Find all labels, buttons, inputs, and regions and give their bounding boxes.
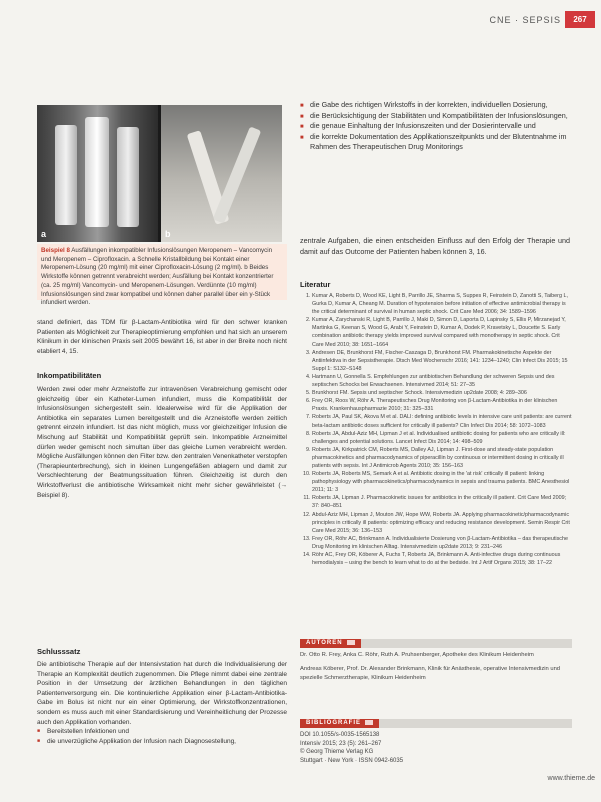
summary-paragraph: zentrale Aufgaben, die einen entscheiden Einfluss auf den Erfolg der Therapie und damit auf das Outcome der Patienten haben können 3, 16. — [300, 236, 570, 256]
reference-item: 13. Frey OR, Röhr AC, Brinkmann A. Individualisierte Dosierung von β-Lactam-Antibiotika – das therapeutische Drug Monitoring im klinischen Alltag. Intensivmedizin up2date 2013; 9: 231–246 — [312, 535, 572, 551]
photo-b — [161, 105, 282, 242]
heading-literatur: Literatur — [300, 280, 331, 289]
bibliografie-header-bar — [300, 719, 572, 728]
bibliografie-text — [300, 731, 572, 765]
reference-item: 2. Kumar A, Zarychanski R, Light B, Parrillo J, Maki D, Simon D, Laporta D, Lapinsky S, Ellis P, Mirzanejad Y, Martinka G, Keenan S, Wood G, Arabi Y, Feinstein D, Kumar A, Dodek P, Kravetsky L, Doucette S. Early combination antibiotic therapy yields improved survival compared with monotherapy in septic shock. Crit Care Med 2010; 38: 1651–1664 — [312, 316, 572, 348]
autoren-header-bar — [300, 639, 572, 648]
photo-label-a: a — [41, 229, 47, 239]
bib-line: Intensiv 2015; 23 (5): 261–267 — [300, 740, 382, 747]
list-item: ■ die korrekte Dokumentation des Applikationszeitpunkts und der Blutentnahme im Rahmen des Therapeutischen Drug Monitorings — [310, 132, 570, 153]
syringe — [213, 126, 262, 223]
caption-text: Ausfällungen inkompatibler Infusionslösungen Meropenem – Vancomycin und Meropenem – Ciprofloxacin. a Schnelle Kristallbildung bei Kontakt einer Meropenem-Lösung (20 mg/ml) mit einer Ciprofloxacin-Lösung (2 mg/ml). b Beides Wirkstoffe können getrennt verabreicht werden; Ausfällung bei Kontakt konzentrierter (ca. 25 mg/ml) Vancomycin- und Meropenem-Lösungen. Verdünnte (10 mg/ml) Infusionslösungen sind zwar kompatibel und können daher parallel über ein y-Stück infundiert werden. — [41, 247, 274, 307]
footer-url: www.thieme.de — [547, 775, 595, 782]
paragraph-tdm: stand definiert, das TDM für β-Lactam-Antibiotika wird für den schwer kranken Patienten als Möglichkeit zur Therapieoptimierung empfohlen und hat sich an unserem Klinikum in der klinischen Praxis seit 2005 bewährt 16, ist aber in der Breite noch nicht etabliert 4, 15. — [37, 319, 287, 355]
photo-label-b: b — [165, 229, 171, 239]
schluss-text: Die antibiotische Therapie auf der Intensivstation hat durch die Individualisierung der Therapie an Komplexität deutlich zugenommen. Die Pflege nimmt dabei eine zentrale Position in der Umsetzung der ärztlichen Behandlungen in den täglichen Patientenversorgung ein. Die kontinuierliche Applikation einer β-Lactam-Antibiotika-Gabe im Bolus ist nicht nur ein einer Optimierung, der Wirkstoffkonzentrationen, sondern es muss auch mit einer Standardisierung und Vereinheitlichung der Prozesse auch den Applikation vorhanden. — [37, 661, 287, 726]
figure-caption — [37, 244, 287, 307]
list-item: ■ Bereitstellen Infektionen und — [47, 727, 287, 737]
autoren-p1: Dr. Otto R. Frey, Anka C. Röhr, Ruth A. Pruhsenberger, Apotheke des Klinikum Heidenheim — [300, 652, 534, 658]
schluss-bullets — [37, 727, 287, 746]
autoren-label: AUTOREN — [300, 639, 361, 648]
bib-line: DOI 10.1055/s-0035-1565138 — [300, 732, 380, 738]
paragraph-inkompatibilitaeten: Werden zwei oder mehr Arzneistoffe zur intravenösen Verabreichung gemischt oder gleichzeitig über ein Katheter-Lumen infundiert, muss die Kompatibilität der Infusionslösungen sichergestellt sein. Idealerweise wird für die Applikation der Antibiotika ein separates Lumen bereitgestellt und die Arzneistoffe werden zeitlich getrennt einzeln infundiert. Ist das nicht möglich, muss vor gleichzeitiger Infusion die Mischung auf Stabilität und Kompatibilität geprüft sein. Inkompatible Arzneimittel dürfen weder gemischt noch simultan über das gleiche Lumen verabreicht werden. Mögliche Ausfällungen können den Filter bzw. den zentralen Venenkatheter verstopfen (Therapieunterbrechung), sich in kleinen Lungengefäßen ablagern und damit zur Verschlechterung der Beatmungssituation führen. Gleichzeitig ist durch den Wirkstoffverlust die antibiotische Wirksamkeit nicht mehr sicher gewährleistet (→ Beispiel 8). — [37, 386, 287, 499]
reference-item: 3. Andresen DE, Brunkhorst FM, Fischer-Caszaga D, Brunkhorst FM. Pharmakokinetische Aspekte der Antiinfektiva in der Sepsistherapie. Dtsch Med Wochenschr 2016; 141: 1234–1240; Clin Infect Dis 2015; 15 Suppl 1: S132–S148 — [312, 349, 572, 373]
bib-line: © Georg Thieme Verlag KG — [300, 749, 374, 756]
list-item: ■ die Berücksichtigung der Stabilitäten und Kompatibilitäten der Infusionslösungen, — [310, 111, 570, 122]
autoren-p2: Andreas Köberer, Prof. Dr. Alexander Brinkmann, Klinik für Anästhesie, operative Intensivmedizin und spezielle Schmerztherapie, Klinikum Heidenheim — [300, 666, 561, 681]
reference-item: 7. Roberts JA, Paul SK, Akova M et al. DALI: defining antibiotic levels in intensive care unit patients: are current beta-lactam antibiotic doses sufficient for critically ill patients? Clin Infect Dis 2014; 58: 1072–1083 — [312, 413, 572, 429]
bib-line: Stuttgart · New York · ISSN 0942-6035 — [300, 757, 404, 764]
page-number: 267 — [565, 11, 595, 28]
task-list — [300, 100, 570, 153]
list-item: ■ die Gabe des richtigen Wirkstoffs in der korrekten, individuellen Dosierung, — [310, 100, 570, 111]
photo-a — [37, 105, 158, 242]
vial — [117, 127, 139, 227]
reference-item: 14. Röhr AC, Frey OR, Köberer A, Fuchs T, Roberts JA, Brinkmann A. Anti-infective drugs during continuous hemodialysis – using the bench to learn what to do at the bedside. Int J Artif Organs 2015; 38: 17–22 — [312, 551, 572, 567]
reference-item: 11. Roberts JA, Lipman J. Pharmacokinetic issues for antibiotics in the critically ill patient. Crit Care Med 2009; 37: 840–851 — [312, 494, 572, 510]
reference-item: 1. Kumar A, Roberts D, Wood KE, Light B, Parrillo JE, Sharma S, Suppes R, Feinstein D, Zanotti S, Taiberg L, Gurka D, Kumar A, Cheang M. Duration of hypotension before initiation of effective antimicrobial therapy is the critical determinant of survival in human septic shock. Crit Care Med 2006; 34: 1589–1596 — [312, 292, 572, 316]
bibliografie-label: BIBLIOGRAFIE — [300, 719, 379, 728]
vial — [55, 125, 77, 225]
heading-schlusssatz: Schlusssatz — [37, 647, 81, 656]
list-item: ■ die genaue Einhaltung der Infusionszeiten und der Dosierintervalle und — [310, 121, 570, 132]
reference-item: 6. Frey OR, Roos W, Röhr A. Therapeutisches Drug Monitoring von β-Lactam-Antibiotika in der klinischen Praxis. Krankenhauspharmazie 2010; 31: 325–331 — [312, 397, 572, 413]
running-header: CNE · SEPSIS — [489, 15, 561, 25]
heading-inkompatibilitaeten: Inkompatibilitäten — [37, 371, 102, 380]
reference-item: 8. Roberts JA, Abdul-Aziz MH, Lipman J et al. Individualised antibiotic dosing for patients who are critically ill: challenges and potential solutions. Lancet Infect Dis 2014; 14: 498–509 — [312, 430, 572, 446]
caption-lead: Beispiel 8 — [41, 247, 70, 254]
paragraph-schlusssatz — [37, 660, 287, 746]
reference-item: 4. Hartmann U, Gonnella S. Empfehlungen zur antibiotischen Behandlung der schweren Sepsis und des septischen Schocks bei Erwachsenen. Intensivmed 2014; 51: 27–35 — [312, 373, 572, 389]
figure-photos — [37, 105, 282, 242]
reference-item: 12. Abdul-Aziz MH, Lipman J, Mouton JW, Hope WW, Roberts JA. Applying pharmacokinetic/pharmacodynamic principles in critically ill patients: optimizing efficacy and reducing resistance development. Semin Respir Crit Care Med 2015; 36: 136–153 — [312, 511, 572, 535]
reference-item: 9. Roberts JA, Kirkpatrick CM, Roberts MS, Dalley AJ, Lipman J. First-dose and steady-state population pharmacokinetics and pharmacodynamics of piperacillin by continuous or intermittent dosing in critically ill patients with sepsis. Int J Antimicrob Agents 2010; 35: 156–163 — [312, 446, 572, 470]
reference-list — [300, 292, 572, 567]
reference-item: 5. Brunkhorst FM. Sepsis und septischer Schock. Intensivmedizin up2date 2008; 4: 289–306 — [312, 389, 572, 397]
reference-item: 10. Roberts JA, Roberts MS, Semark A et al. Antibiotic dosing in the 'at risk' critically ill patient: linking pathophysiology with pharmacokinetics/pharmacodynamics in sepsis and trauma patients. BMC Anesthesiol 2011; 11: 3 — [312, 470, 572, 494]
vial — [85, 117, 109, 227]
list-item: ■ die unverzügliche Applikation der Infusion nach Diagnosestellung, — [47, 737, 287, 747]
autoren-text — [300, 651, 572, 682]
